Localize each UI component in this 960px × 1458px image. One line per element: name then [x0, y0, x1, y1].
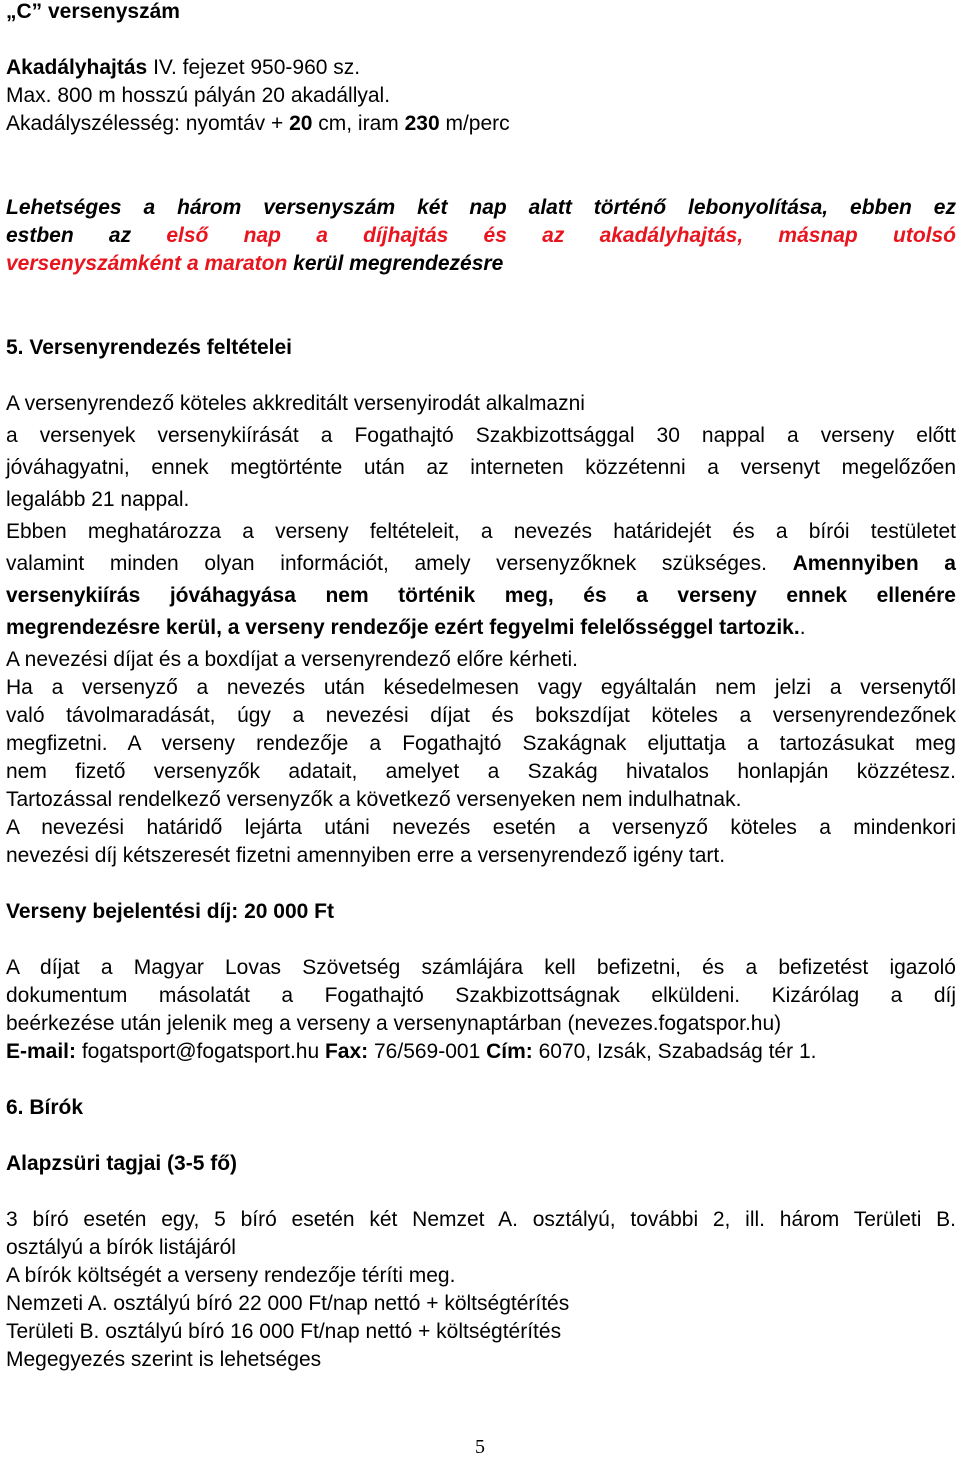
obstacle-width-value: 20: [289, 112, 313, 135]
section-6-subtitle: Alapzsüri tagjai (3-5 fő): [6, 1152, 238, 1175]
schedule-line-3-red: versenyszámként a maraton: [6, 252, 288, 275]
section-6-line: Megegyezés szerint is lehetséges: [6, 1348, 322, 1371]
fee-line: beérkezése után jelenik meg a verseny a versenynaptárban (nevezes.fogatspor.hu): [6, 1012, 782, 1035]
section-5-line-8-post: .: [799, 616, 806, 639]
section-6-title: 6. Bírók: [6, 1096, 84, 1119]
page-number: 5: [475, 1436, 485, 1458]
obstacle-line-3-mid: cm, iram: [312, 112, 405, 135]
obstacle-line-3-pre: Akadályszélesség: nyomtáv +: [6, 112, 290, 135]
section-6-line: A bírók költségét a verseny rendezője téríti meg.: [6, 1264, 456, 1287]
obstacle-title: [6, 56, 360, 80]
address-label: Cím:: [486, 1040, 533, 1063]
obstacle-line-3-post: m/perc: [439, 112, 510, 135]
section-5-line-6-pre: valamint minden olyan információt, amely versenyzőknek szükséges.: [6, 552, 793, 575]
section-5-title: 5. Versenyrendezés feltételei: [6, 336, 292, 359]
section-5-line: megfizetni. A verseny rendezője a Fogathajtó Szakágnak eljuttatja a tartozásukat meg: [6, 732, 956, 755]
section-5-line: Tartozással rendelkező versenyzők a következő versenyeken nem indulhatnak.: [6, 788, 742, 811]
fee-title: Verseny bejelentési díj: 20 000 Ft: [6, 900, 334, 923]
section-6-line: 3 bíró esetén egy, 5 bíró esetén két Nemzet A. osztályú, további 2, ill. három Területi B.: [6, 1208, 956, 1231]
obstacle-pace-value: 230: [404, 112, 440, 135]
obstacle-title-rest: IV. fejezet 950-960 sz.: [147, 56, 361, 79]
fax-label: Fax:: [324, 1040, 369, 1063]
contact-line: [6, 1040, 816, 1064]
section-5-line-8-bold: megrendezésre kerül, a verseny rendezője ezért fegyelmi felelősséggel tartozik.: [6, 616, 800, 639]
section-5-line-8: [6, 616, 806, 640]
email-value: fogatsport@fogatsport.hu: [76, 1040, 325, 1063]
section-5-line: nevezési díj kétszeresét fizetni amennyiben erre a versenyrendező igény tart.: [6, 844, 726, 867]
section-5-line: a versenyek versenykiírását a Fogathajtó Szakbizottsággal 30 nappal a verseny előtt: [6, 424, 956, 447]
section-6-line: Területi B. osztályú bíró 16 000 Ft/nap nettó + költségtérítés: [6, 1320, 562, 1343]
section-6-line: osztályú a bírók listájáról: [6, 1236, 236, 1259]
obstacle-line-2: Max. 800 m hosszú pályán 20 akadállyal.: [6, 84, 391, 107]
section-5-line-7: versenykiírás jóváhagyása nem történik meg, és a verseny ennek ellenére: [6, 584, 956, 607]
section-5-line-6: [6, 552, 956, 576]
section-5-line: A nevezési díjat és a boxdíjat a versenyrendező előre kérheti.: [6, 648, 579, 671]
schedule-line-2-red: első nap a díjhajtás és az akadályhajtás, másnap utolsó: [166, 224, 956, 247]
section-5-line: Ebben meghatározza a verseny feltételeit, a nevezés határidejét és a bírói testületet: [6, 520, 956, 543]
obstacle-title-bold: Akadályhajtás: [6, 56, 148, 79]
section-5-line: jóváhagyatni, ennek megtörténte után az interneten közzétenni a versenyt megelőzően: [6, 456, 956, 479]
obstacle-line-3: [6, 112, 510, 136]
schedule-line-1: Lehetséges a három versenyszám két nap alatt történő lebonyolítása, ebben ez: [6, 196, 956, 219]
email-label: E-mail:: [6, 1040, 77, 1063]
schedule-line-2: [6, 224, 956, 248]
section-5-line: A versenyrendező köteles akkreditált versenyirodát alkalmazni: [6, 392, 585, 415]
schedule-line-3-post: kerül megrendezésre: [287, 252, 504, 275]
section-5-line: A nevezési határidő lejárta utáni nevezés esetén a versenyző köteles a mindenkori: [6, 816, 956, 839]
fax-value: 76/569-001: [368, 1040, 487, 1063]
fee-line: A díjat a Magyar Lovas Szövetség számlájára kell befizetni, és a befizetést igazoló: [6, 956, 956, 979]
schedule-line-3: [6, 252, 503, 276]
section-5-line: legalább 21 nappal.: [6, 488, 190, 511]
heading: „C” versenyszám: [6, 0, 180, 23]
section-5-line-6-bold: Amennyiben a: [792, 552, 956, 575]
schedule-line-2-pre: estben az: [6, 224, 167, 247]
section-5-line: nem fizető versenyzők adatait, amelyet a Szakág hivatalos honlapján közzétesz.: [6, 760, 956, 783]
section-6-line: Nemzeti A. osztályú bíró 22 000 Ft/nap nettó + költségtérítés: [6, 1292, 570, 1315]
section-5-line: való távolmaradását, úgy a nevezési díjat és bokszdíjat köteles a versenyrendezőnek: [6, 704, 956, 727]
address-value: 6070, Izsák, Szabadság tér 1.: [532, 1040, 817, 1063]
section-5-line: Ha a versenyző a nevezés után késedelmesen vagy egyáltalán nem jelzi a versenytől: [6, 676, 956, 699]
fee-line: dokumentum másolatát a Fogathajtó Szakbizottságnak elküldeni. Kizárólag a díj: [6, 984, 956, 1007]
